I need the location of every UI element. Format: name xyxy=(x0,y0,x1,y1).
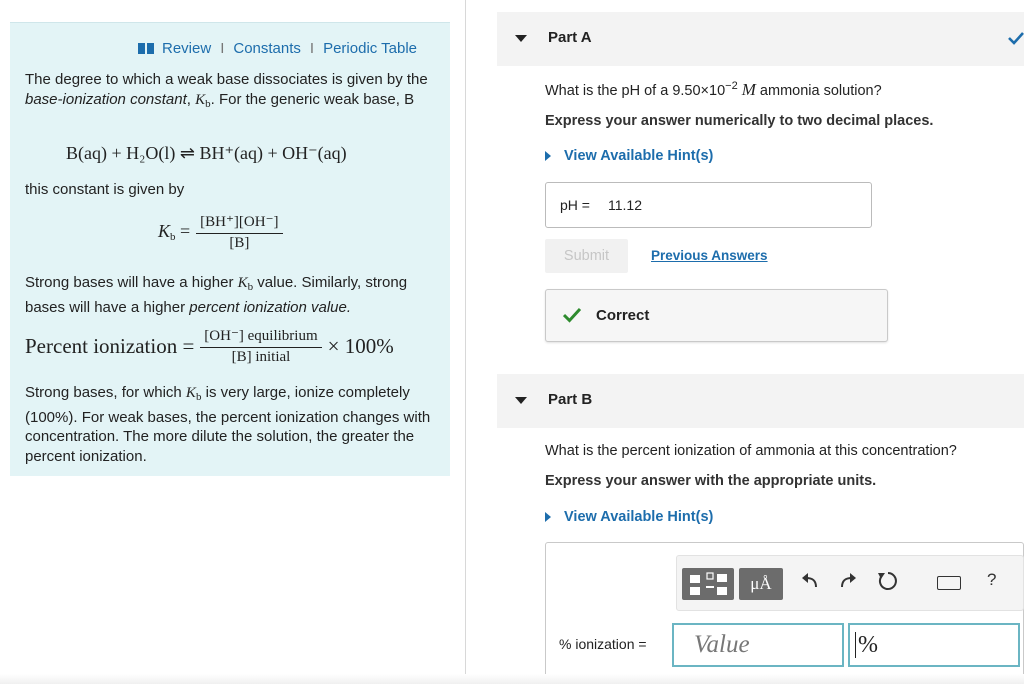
units-button[interactable]: μÅ xyxy=(739,568,783,600)
strong-bases-paragraph: Strong bases will have a higher $K_b$ value. Similarly, strong bases will have a higher percent ionization value. xyxy=(25,274,408,316)
submit-button[interactable]: Submit xyxy=(545,239,628,273)
intro-paragraph xyxy=(25,70,440,114)
part-a-hint-toggle[interactable] xyxy=(545,148,713,164)
resource-tabs xyxy=(138,40,417,57)
template-icon xyxy=(682,568,734,600)
ph-answer-field[interactable] xyxy=(545,182,872,228)
constant-intro-text: this constant is given by xyxy=(25,181,185,198)
ph-label: pH = xyxy=(560,197,590,213)
hint-label: View Available Hint(s) xyxy=(564,509,714,525)
kb-denominator: [B] xyxy=(229,235,250,251)
pi-numerator: [OH⁻] equilibrium xyxy=(200,326,321,348)
text-cursor xyxy=(855,632,856,658)
pi-times: × 100% xyxy=(327,333,394,358)
part-b-header[interactable] xyxy=(497,374,1024,428)
text: , xyxy=(186,90,196,108)
panel-divider xyxy=(465,0,466,684)
part-b-instruction: Express your answer with the appropriate units. xyxy=(545,473,877,489)
ph-value: 11.12 xyxy=(608,197,642,213)
completed-check-icon xyxy=(1008,31,1024,45)
tab-separator: I xyxy=(309,40,315,57)
caret-right-icon xyxy=(545,512,551,522)
help-button[interactable]: ? xyxy=(987,570,997,589)
correct-feedback xyxy=(545,289,888,342)
part-a-question: What is the pH of a $9.50\times 10^{-2}$ M ammonia solution? xyxy=(545,80,882,99)
part-a-title: Part A xyxy=(548,29,592,46)
undo-icon[interactable] xyxy=(799,570,821,592)
book-icon xyxy=(138,43,154,54)
templates-button[interactable] xyxy=(682,568,734,600)
keyboard-icon[interactable] xyxy=(937,576,961,590)
part-b-title: Part B xyxy=(548,391,593,408)
tab-separator: I xyxy=(220,40,225,57)
part-b-hint-toggle[interactable] xyxy=(545,509,713,525)
tab-constants[interactable]: Constants xyxy=(233,40,301,57)
text: The degree to which a weak base dissociates is given by the xyxy=(25,71,428,88)
unit-value: % xyxy=(858,631,878,658)
correct-check-icon xyxy=(563,307,581,323)
reset-icon[interactable] xyxy=(877,570,899,592)
kb-formula: $K_b$ = $\frac{[BH^+][OH^-]}{[B]}$ xyxy=(158,212,283,252)
part-a-header[interactable] xyxy=(497,12,1024,66)
units-input[interactable] xyxy=(848,623,1020,667)
dilution-paragraph: Strong bases, for which $K_b$ is very large, ionize completely (100%). For weak bases, the percent ionization changes with concentration. The more dilute the solution, the greater the percent ionization. xyxy=(25,384,431,465)
collapse-triangle-icon[interactable] xyxy=(515,35,527,42)
kb-symbol: $K_b$ xyxy=(195,91,211,110)
part-b-question: What is the percent ionization of ammonia at this concentration? xyxy=(545,443,957,459)
percent-ionization-formula xyxy=(25,326,394,366)
term: base-ionization constant xyxy=(25,90,187,108)
pi-label: Percent ionization = xyxy=(25,333,195,358)
previous-answers-link[interactable]: Previous Answers xyxy=(651,248,768,263)
redo-icon[interactable] xyxy=(837,570,859,592)
tab-review[interactable]: Review xyxy=(162,40,212,57)
caret-right-icon xyxy=(545,151,551,161)
text: . For the generic weak base, B xyxy=(210,90,415,108)
bottom-edge xyxy=(0,674,1024,684)
value-input[interactable]: Value xyxy=(672,623,844,667)
ionization-label: % ionization = xyxy=(559,636,647,652)
tab-periodic-table[interactable]: Periodic Table xyxy=(323,40,418,57)
math-toolbar xyxy=(676,555,1024,611)
correct-label: Correct xyxy=(596,307,650,324)
part-b-answer-area xyxy=(545,542,1024,684)
kb-numerator: [BH⁺][OH⁻] xyxy=(196,212,282,234)
info-panel xyxy=(10,22,450,476)
hint-label: View Available Hint(s) xyxy=(564,148,714,164)
pi-denominator: [B] initial xyxy=(231,349,291,365)
part-a-instruction: Express your answer numerically to two decimal places. xyxy=(545,113,934,129)
dissociation-equation: B(aq) + H₂O(l) ⇌ BH⁺(aq) + OH⁻(aq) xyxy=(66,143,347,163)
collapse-triangle-icon[interactable] xyxy=(515,397,527,404)
